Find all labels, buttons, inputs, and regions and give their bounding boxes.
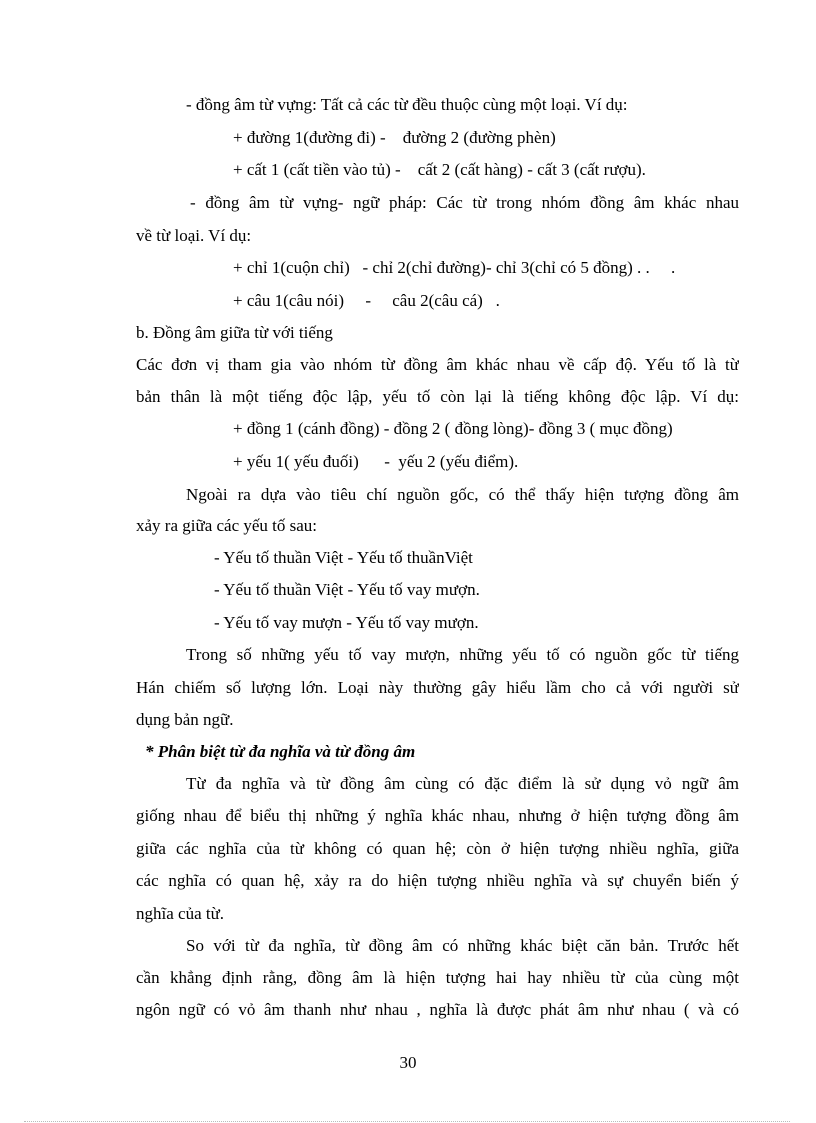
text-line: dụng bản ngữ. [136, 710, 234, 729]
text-line: Từ đa nghĩa và từ đồng âm cùng có đặc điểm là sử dụng vỏ ngữ âm [186, 774, 739, 793]
example-line: + yếu 1( yếu đuối) - yếu 2 (yếu điểm). [233, 452, 519, 471]
section-heading: * Phân biệt từ đa nghĩa và từ đồng âm [145, 742, 416, 761]
text-line: Các đơn vị tham gia vào nhóm từ đồng âm khác nhau về cấp độ. Yếu tố là từ [136, 355, 739, 374]
text-line: Trong số những yếu tố vay mượn, những yếu tố có nguồn gốc từ tiếng [186, 645, 739, 664]
list-item: - Yếu tố vay mượn - Yếu tố vay mượn. [214, 613, 479, 632]
text-line: Hán chiếm số lượng lớn. Loại này thường gây hiểu lầm cho cả với người sử [136, 678, 739, 697]
text-line: - đồng âm từ vựng: Tất cả các từ đều thuộc cùng một loại. Ví dụ: [186, 95, 628, 114]
text-line: So với từ đa nghĩa, từ đồng âm có những khác biệt căn bản. Trước hết [186, 936, 739, 955]
example-line: + đường 1(đường đi) - đường 2 (đường phèn) [233, 128, 556, 147]
text-line: ngôn ngữ có vỏ âm thanh như nhau , nghĩa là được phát âm như nhau ( và có [136, 1000, 739, 1019]
list-item: - Yếu tố thuần Việt - Yếu tố vay mượn. [214, 580, 480, 599]
text-line: giữa các nghĩa của từ không có quan hệ; còn ở hiện tượng nhiều nghĩa, giữa [136, 839, 739, 858]
section-heading: b. Đồng âm giữa từ với tiếng [136, 323, 333, 342]
text-line: các nghĩa có quan hệ, xảy ra do hiện tượng nhiều nghĩa và sự chuyển biến ý [136, 871, 739, 890]
example-line: + cất 1 (cất tiền vào tủ) - cất 2 (cất hàng) - cất 3 (cất rượu). [233, 160, 646, 179]
text-line: nghĩa của từ. [136, 904, 225, 923]
text-line: - đồng âm từ vựng- ngữ pháp: Các từ trong nhóm đồng âm khác nhau [190, 193, 739, 212]
text-line: xảy ra giữa các yếu tố sau: [136, 516, 318, 535]
page-number: 30 [399, 1053, 417, 1072]
example-line: + câu 1(câu nói) - câu 2(câu cá) . [233, 291, 500, 310]
text-line: Ngoài ra dựa vào tiêu chí nguồn gốc, có thể thấy hiện tượng đồng âm [186, 485, 739, 504]
list-item: - Yếu tố thuần Việt - Yếu tố thuầnViệt [214, 548, 473, 567]
text-line: về từ loại. Ví dụ: [136, 226, 252, 245]
page-divider [24, 1121, 790, 1122]
example-line: + đồng 1 (cánh đồng) - đồng 2 ( đồng lòng)- đồng 3 ( mục đồng) [233, 419, 673, 438]
text-line: giống nhau để biểu thị những ý nghĩa khác nhau, nhưng ở hiện tượng đồng âm [136, 806, 739, 825]
text-line: cần khẳng định rằng, đồng âm là hiện tượng hai hay nhiều từ của cùng một [136, 968, 739, 987]
text-line: bản thân là một tiếng độc lập, yếu tố còn lại là tiếng không độc lập. Ví dụ: [136, 387, 739, 406]
example-line: + chỉ 1(cuộn chỉ) - chỉ 2(chỉ đường)- chỉ 3(chỉ có 5 đồng) . . . [233, 258, 676, 277]
